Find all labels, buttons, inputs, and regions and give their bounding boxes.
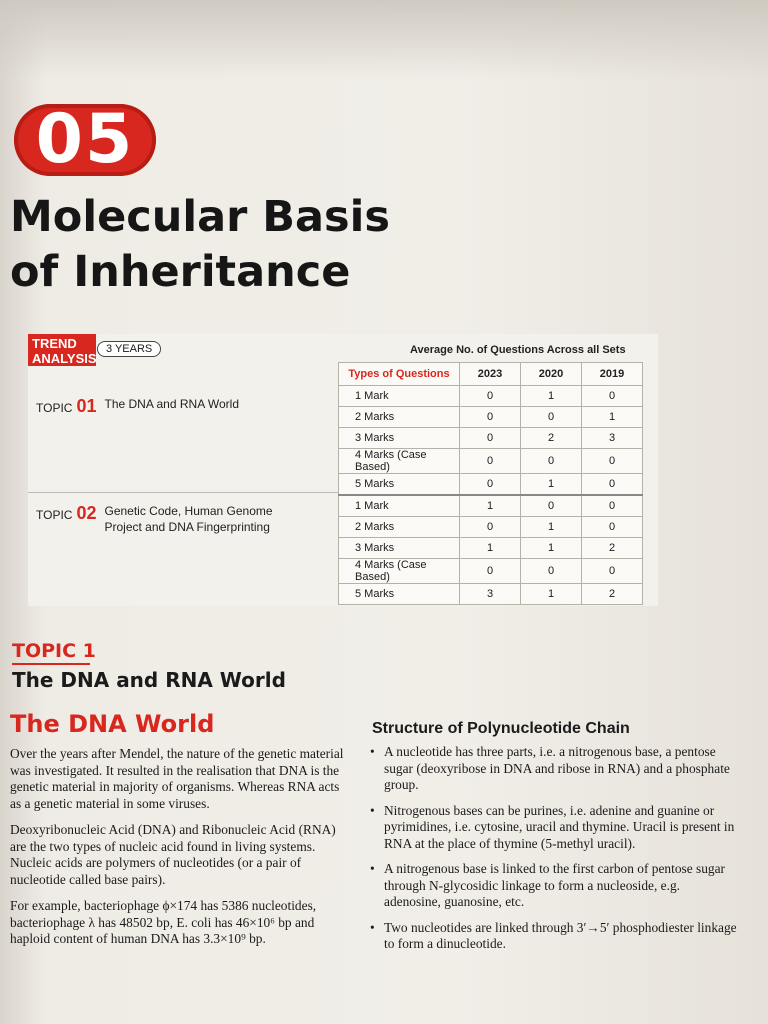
row-type: 3 Marks [339,428,460,449]
years-badge: 3 YEARS [97,341,161,357]
table-row [339,474,643,496]
table-row [339,517,643,538]
list-item [370,919,738,953]
page-top-shadow [0,0,768,80]
bullet-text: A nucleotide has three parts, i.e. a nitrogenous base, a pentose sugar (deoxyribose in DNA and ribose in RNA) and a phosphate group. [384,744,730,792]
cell-2019: 0 [582,386,643,407]
col-header-type: Types of Questions [339,363,460,386]
cell-2020: 0 [521,495,582,517]
bullet-text: Two nucleotides are linked through 3′→5′ phosphodiester linkage to form a dinucleotide. [384,919,737,951]
cell-2019: 2 [582,538,643,559]
col-header-2023: 2023 [460,363,521,386]
cell-2019: 3 [582,428,643,449]
table-row [339,559,643,584]
chapter-title-line2: of Inheritance [10,247,351,297]
topic-name: The DNA and RNA World [104,397,239,411]
table-heading: Average No. of Questions Across all Sets [410,344,626,356]
trend-label-line1: TREND [32,336,77,351]
row-type: 2 Marks [339,407,460,428]
cell-2023: 0 [460,517,521,538]
bullet-icon: • [370,919,375,935]
right-column-text [368,744,738,962]
cell-2023: 0 [460,559,521,584]
table-row [339,407,643,428]
row-type: 4 Marks (Case Based) [339,449,460,474]
topic-number: 02 [76,503,97,523]
subsection-heading: Structure of Polynucleotide Chain [372,720,630,737]
topic-1-tag: TOPIC 1 [12,640,96,662]
row-type: 4 Marks (Case Based) [339,559,460,584]
cell-2020: 0 [521,407,582,428]
cell-2019: 0 [582,517,643,538]
left-column-text [10,746,350,958]
bullet-text: A nitrogenous base is linked to the first carbon of pentose sugar through N-glycosidic linkage to form a nucleoside, e.g. adenosine, guanosine, etc. [384,861,726,909]
cell-2019: 0 [582,474,643,496]
cell-2020: 1 [521,538,582,559]
cell-2023: 1 [460,538,521,559]
cell-2023: 3 [460,584,521,605]
cell-2023: 0 [460,407,521,428]
cell-2023: 0 [460,449,521,474]
col-header-2020: 2020 [521,363,582,386]
cell-2019: 1 [582,407,643,428]
table-row [339,584,643,605]
bullet-list [368,744,738,953]
trend-analysis-label [28,334,96,366]
cell-2020: 1 [521,386,582,407]
col-header-2019: 2019 [582,363,643,386]
topic-1-underline [12,663,90,665]
table-row [339,386,643,407]
row-type: 1 Mark [339,495,460,517]
chapter-number-badge: 05 [14,104,156,176]
cell-2023: 0 [460,386,521,407]
chapter-title [10,190,510,300]
paragraph: For example, bacteriophage ϕ×174 has 5386 nucleotides, bacteriophage λ has 48502 bp, E. coli has 46×10⁶ bp and haploid content of human DNA has 3.3×10⁹ bp. [10,898,317,946]
cell-2020: 2 [521,428,582,449]
topic-name: Genetic Code, Human Genome Project and DNA Fingerprinting [104,504,273,534]
cell-2023: 0 [460,474,521,496]
chapter-title-line1: Molecular Basis [10,192,390,242]
cell-2020: 0 [521,559,582,584]
topic-number: 01 [76,396,97,416]
cell-2019: 2 [582,584,643,605]
section-title: The DNA World [10,710,215,738]
row-type: 1 Mark [339,386,460,407]
cell-2020: 1 [521,474,582,496]
bullet-icon: • [370,744,375,759]
trend-label-line2: ANALYSIS [32,351,97,366]
cell-2023: 1 [460,495,521,517]
topic-prefix: TOPIC [36,508,73,522]
topic-prefix: TOPIC [36,401,73,415]
table-header-row [339,363,643,386]
cell-2023: 0 [460,428,521,449]
table-row [339,449,643,474]
trend-topic-01 [36,396,239,417]
table-row [339,428,643,449]
bullet-text: Nitrogenous bases can be purines, i.e. adenine and guanine or pyrimidines, i.e. cytosine, uracil and thymine. Uracil is present in RNA at the place of thymine (5-methyl uracil). [384,802,735,851]
topic-divider [28,492,338,493]
list-item [370,802,738,853]
cell-2019: 0 [582,559,643,584]
topic-1-title: The DNA and RNA World [12,668,286,692]
cell-2020: 1 [521,517,582,538]
cell-2019: 0 [582,495,643,517]
table-row [339,538,643,559]
list-item [370,744,738,794]
row-type: 5 Marks [339,584,460,605]
cell-2020: 0 [521,449,582,474]
trend-topic-02 [36,503,284,535]
row-type: 2 Marks [339,517,460,538]
cell-2019: 0 [582,449,643,474]
paragraph: Deoxyribonucleic Acid (DNA) and Ribonucleic Acid (RNA) are the two types of nucleic acid found in living systems. Nucleic acids are polymers of nucleotides (or a pair of nucleotide called base pairs). [10,822,336,887]
bullet-icon: • [370,861,375,876]
question-trend-table [338,362,643,605]
bullet-icon: • [370,802,375,818]
cell-2020: 1 [521,584,582,605]
row-type: 5 Marks [339,474,460,496]
list-item [370,861,738,911]
table-row [339,495,643,517]
row-type: 3 Marks [339,538,460,559]
paragraph: Over the years after Mendel, the nature of the genetic material was investigated. It resulted in the realisation that DNA is the genetic material in majority of organisms. Whereas RNA acts as a genetic material in some viruses. [10,746,344,811]
